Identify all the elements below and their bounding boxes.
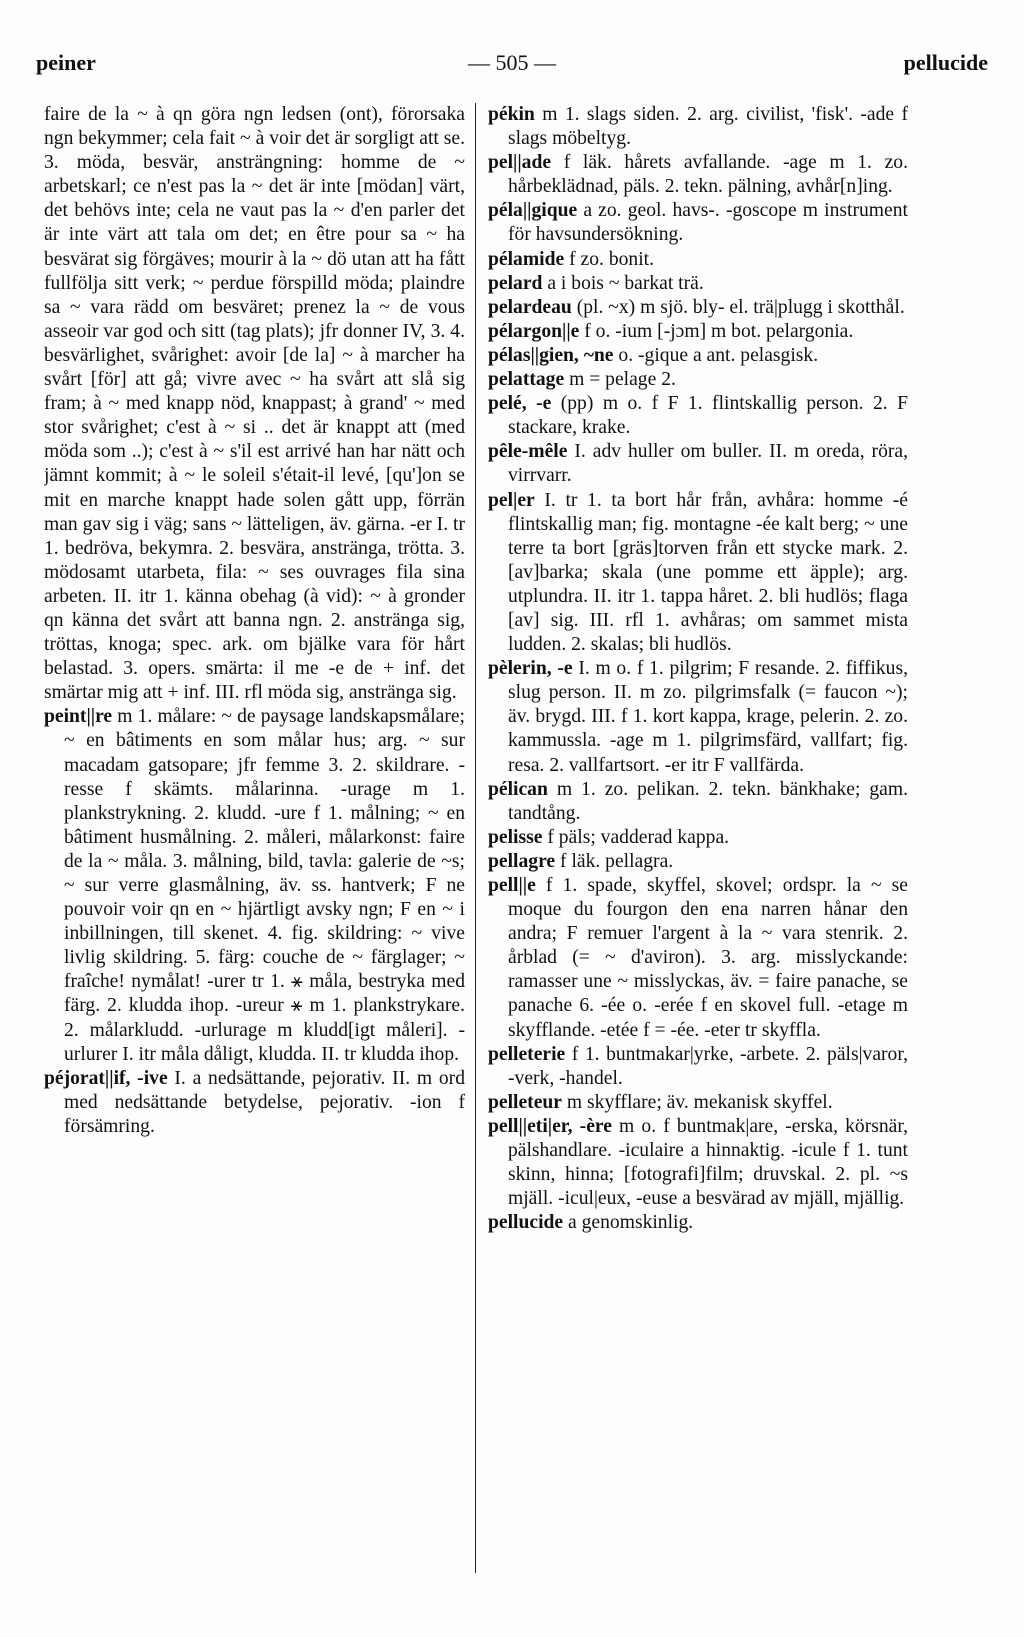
entry-definition: I. a nedsättande, pejorativ. II. m ord med nedsättande betydelse, pejorativ. -ion f försämring. [64,1067,465,1137]
entry-definition: I. tr 1. ta bort hår från, avhåra: homme -é flintskallig man; fig. montagne -ée kalt berg; ~ une terre ta bort [gräs]torven från ett stycke mark. 2. [av]barka; skala (une pomme ett äpple); arg. utplundra. II. itr 1. tappa håret. 2. bli hudlös; flaga [av] sig. III. rfl 1. avhåras; om sammet mista ludden. 2. skalas; bli hudlös. [508,489,908,656]
entry-definition: m 1. målare: ~ de paysage landskapsmålare; ~ en bâtiments en som målar hus; arg. ~ sur macadam gatsopare; jfr femme 3. 2. skildrare. -resse f skämts. målarinna. -urage m 1. plankstrykning. 2. kludd. -ure f 1. målning; ~ en bâtiment husmålning. 2. måleri, målarkonst: faire de la ~ måla. 3. målning, bild, tavla: galerie de ~s; ~ sur verre glasmålning, äv. ss. hantverk; F ne pouvoir voir qn en ~ hjärtligt avsky ngn; F en ~ i inbillningen, till skenet. 4. fig. skildring: ~ vive livlig skildring. 5. färg: couche de ~ färglager; ~ fraîche! nymålat! -urer tr 1. ⚹ måla, bestryka med färg. 2. kludda ihop. -ureur ⚹ m 1. plankstrykare. 2. målarkludd. -urlurage m kludd[igt måleri]. -urlurer I. itr måla dåligt, kludda. II. tr kludda ihop. [64,706,465,1065]
dictionary-entry [44,1067,465,1139]
entry-headword: pelleteur [488,1091,562,1113]
dictionary-entry [488,1211,908,1235]
entry-headword: pélican [488,778,548,800]
entry-definition: faire de la ~ à qn göra ngn ledsen (ont), förorsaka ngn bekymmer; cela fait ~ à voir det är sorgligt att se. 3. möda, besvär, ansträngning: homme de ~ arbetskarl; ce n'est pas la ~ det är inte [mödan] värt, det behövs inte; cela ne vaut pas la ~ d'en parler det är inte värt att tala om det; en être pour sa ~ ha besvärat sig förgäves; mourir à la ~ dö utan att ha fått fullfölja sitt verk; ~ perdue förspilld möda; plaindre sa ~ vara rädd om besväret; prenez la ~ de vous asseoir var god och sitt (tag plats); jfr donner IV, 3. 4. besvärlighet, svårighet: avoir [de la] ~ à marcher ha svårt [för] att gå; vivre avec ~ ha svårt att slå sig fram; à ~ med knapp nöd, knappast; à grand' ~ med stor svårighet; c'est à ~ si .. det är knappt att (med möda som ..); c'est à ~ s'il est arrivé han har nätt och jämnt kommit; à ~ le soleil s'était-il levé, [qu']on se mit en marche knappt hade solen gått upp, förrän man gav sig i väg; sans ~ lätteligen, äv. gärna. -er I. tr 1. bedröva, bekymra. 2. besvära, anstränga, trötta. 3. mödosamt utarbeta, fila: ~ ses ouvrages fila sina arbeten. II. itr 1. känna obehag (à vid): ~ à gronder qn känna det svårt att banna ngn. 2. anstränga sig, tröttas, knoga; spec. ark. om bjälke vara för hårt belastad. 3. opers. smärta: il me -e de + inf. det smärtar mig att + inf. III. rfl möda sig, anstränga sig. [44,104,465,704]
entry-definition: (pp) m o. f F 1. flintskallig person. 2. F stackare, krake. [508,393,908,439]
dictionary-entry [488,826,908,850]
entry-headword: pell||eti|er, -ère [488,1115,612,1137]
entry-definition: o. -gique a ant. pelasgisk. [613,344,819,366]
entry-headword: pellucide [488,1212,564,1234]
entry-headword: péla||gique [488,200,578,222]
dictionary-entry [44,103,465,705]
dictionary-entry [488,320,908,344]
entry-definition: f 1. buntmakar|yrke, -arbete. 2. päls|varor, -verk, -handel. [508,1043,908,1089]
entry-headword: pékin [488,104,535,125]
page-header [36,50,988,90]
entry-definition: a genomskinlig. [563,1212,694,1234]
dictionary-entry [488,151,908,199]
entry-headword: pell||e [488,875,536,896]
entry-headword: pelardeau [488,296,572,318]
header-first-word: peiner [36,50,96,75]
entry-headword: pelisse [488,826,543,848]
dictionary-entry [488,103,908,151]
dictionary-entry [488,1115,908,1211]
entry-definition: f 1. spade, skyffel, skovel; ordspr. la ~ se moque du fourgon den ena narren hånar den andra; F remuer l'argent à la ~ vara stenrik. 2. årblad (= ~ d'aviron). 3. arg. misslyckande: ramasser une ~ misslyckas, äv. = faire panache, se panache 6. -ée o. -erée f en skovel full. -etage m skyfflande. -etée f = -ée. -eter tr skyffla. [508,875,908,1041]
dictionary-entry [488,489,908,658]
page-number: — 505 — [468,50,556,75]
entry-definition: m skyfflare; äv. mekanisk skyffel. [562,1091,833,1113]
entry-definition: m 1. zo. pelikan. 2. tekn. bänkhake; gam. tandtång. [508,778,908,824]
dictionary-entry [488,1091,908,1115]
dictionary-entry [488,199,908,247]
column-divider [475,103,476,1573]
dictionary-entry [488,392,908,440]
dictionary-entry [44,705,465,1066]
entry-definition: f zo. bonit. [564,248,654,270]
dictionary-entry [488,368,908,392]
dictionary-entry [488,778,908,826]
dictionary-entry [488,1043,908,1091]
entry-definition: f o. -ium [-jɔm] m bot. pelargonia. [579,320,854,342]
entry-headword: pelard [488,272,543,294]
dictionary-entry [488,874,908,1043]
entry-headword: peint||re [44,706,113,728]
entry-definition: I. adv huller om buller. II. m oreda, röra, virrvarr. [508,441,908,487]
dictionary-entry [488,272,908,296]
entry-definition: a zo. geol. havs-. -goscope m instrument för havsundersökning. [508,200,908,246]
dictionary-entry [488,657,908,777]
entry-headword: pêle-mêle [488,441,568,463]
entry-definition: a i bois ~ barkat trä. [542,272,704,294]
right-column [488,103,908,1603]
left-column [44,103,465,1603]
entry-headword: pelleterie [488,1043,566,1065]
entry-definition: f läk. pellagra. [555,850,674,872]
dictionary-entry [488,296,908,320]
entry-headword: pélamide [488,248,565,270]
entry-headword: pélas||gien, ~ne [488,344,614,366]
entry-headword: pel|er [488,489,535,511]
entry-definition: m = pelage 2. [564,369,676,391]
entry-headword: pellagre [488,850,556,872]
entry-headword: pelattage [488,369,565,391]
entry-headword: pelé, -e [488,393,552,415]
entry-definition: (pl. ~x) m sjö. bly- el. trä|plugg i skotthål. [571,296,905,318]
dictionary-entry [488,344,908,368]
header-last-word: pellucide [903,50,988,75]
dictionary-entry [488,248,908,272]
dictionary-entry [488,440,908,488]
entry-definition: f läk. hårets avfallande. -age m 1. zo. hårbeklädnad, päls. 2. tekn. pälning, avhår[n]ing. [508,152,908,198]
entry-headword: pèlerin, -e [488,658,573,680]
entry-definition: I. m o. f 1. pilgrim; F resande. 2. fiffikus, slug person. II. m zo. pilgrimsfalk (= faucon ~); äv. brygd. III. f 1. kort kappa, krage, pelerin. 2. zo. kammussla. -age m 1. pilgrimsfärd, vallfart; fig. resa. 2. vallfartsort. -er itr F vallfärda. [508,658,908,776]
entry-headword: pel||ade [488,152,552,174]
entry-definition: m o. f buntmak|are, -erska, körsnär, pälshandlare. -iculaire a hinnaktig. -icule f 1. tunt skinn, hinna; [fotografi]film; druvskal. 2. pl. ~s mjäll. -icul|eux, -euse a besvärad av mjäll, mjällig. [508,1115,908,1210]
dictionary-entry [488,850,908,874]
entry-headword: pélargon||e [488,320,580,342]
entry-headword: péjorat||if, -ive [44,1067,168,1089]
entry-definition: m 1. slags siden. 2. arg. civilist, 'fisk'. -ade f slags möbeltyg. [508,104,908,150]
entry-definition: f päls; vadderad kappa. [542,826,730,848]
